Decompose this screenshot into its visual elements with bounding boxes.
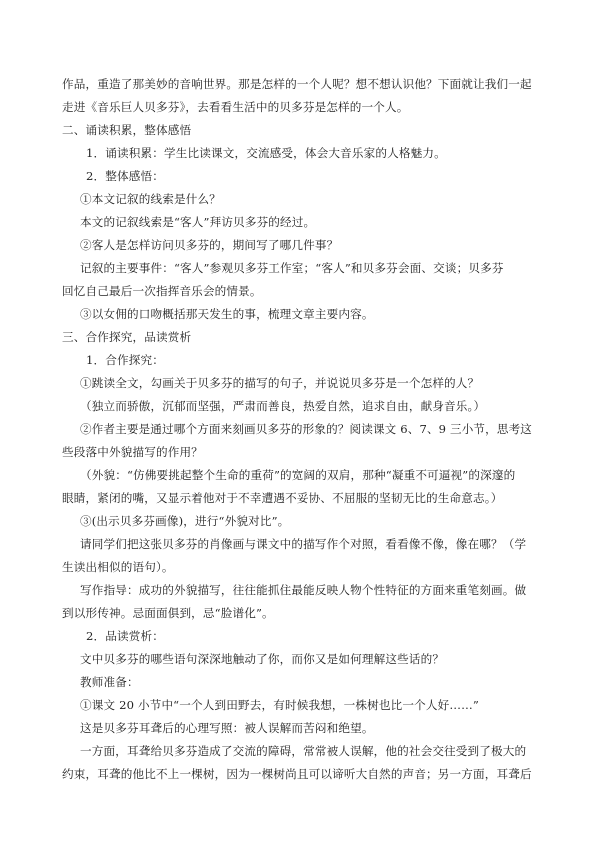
section-heading: 三、合作探究，品读赏析 (62, 330, 192, 344)
text-line: ③(出示贝多芬画像)，进行“外貌对比”。 (80, 514, 290, 528)
text-line: （独立而骄傲，沉郁而坚强，严肃而善良，热爱自然，追求自由，献身音乐。） (80, 399, 486, 413)
text-line: 作品，重造了那美妙的音响世界。那是怎样的一个人呢？想不想认识他？下面就让我们一起 (62, 77, 532, 91)
text-line: 眼睛，紧闭的嘴，又显示着他对于不幸遭遇不妥协、不屈服的坚韧无比的生命意志。） (62, 491, 503, 505)
text-line: ①本文记叙的线索是什么？ (80, 192, 221, 206)
text-line: 写作指导：成功的外貌描写，往往能抓住最能反映人物个性特征的方面来重笔刻画。做 (80, 583, 527, 597)
text-line: 教师准备： (80, 675, 139, 689)
text-line: 些段落中外貌描写的作用？ (62, 445, 203, 459)
text-line: 文中贝多芬的哪些语句深深地触动了你，而你又是如何理解这些话的？ (80, 652, 445, 666)
text-line: ②客人是怎样访问贝多芬的，期间写了哪几件事？ (80, 238, 339, 252)
text-line: （外貌：“仿佛要挑起整个生命的重荷”的宽阔的双肩，那种“凝重不可逼视”的深邃的 (80, 468, 516, 482)
text-line: 记叙的主要事件：“客人”参观贝多芬工作室；“客人”和贝多芬会面、交谈；贝多芬 (80, 261, 504, 275)
text-line: 1．诵读积累：学生比读课文，交流感受，体会大音乐家的人格魅力。 (86, 146, 446, 160)
text-line: 走进《音乐巨人贝多芬》，去看看生活中的贝多芬是怎样的一个人。 (62, 100, 409, 114)
text-line: ①课文 20 小节中“一个人到田野去，有时候我想，一株树也比一个人好……” (80, 698, 479, 712)
text-line: 生读出相似的语句）。 (62, 560, 174, 574)
text-line: 约束，耳聋的他比不上一棵树，因为一棵树尚且可以谛听大自然的声音；另一方面，耳聋后 (62, 767, 532, 781)
text-line: 请同学们把这张贝多芬的肖像画与课文中的描写作个对照，看看像不像，像在哪？（学 (80, 537, 527, 551)
text-line: ③以女佣的口吻概括那天发生的事，梳理文章主要内容。 (80, 307, 374, 321)
text-line: 回忆自己最后一次指挥音乐会的情景。 (62, 284, 262, 298)
text-line: ①跳读全文，勾画关于贝多芬的描写的句子，并说说贝多芬是一个怎样的人？ (80, 376, 480, 390)
text-line: ②作者主要是通过哪个方面来刻画贝多芬的形象的？阅读课文 6、7、9 三小节，思考这 (80, 422, 533, 436)
text-line: 2．品读赏析： (86, 629, 164, 643)
text-line: 2．整体感悟： (86, 169, 164, 183)
text-line: 本文的记叙线索是“客人”拜访贝多芬的经过。 (80, 215, 316, 229)
section-heading: 二、诵读积累，整体感悟 (62, 123, 192, 137)
text-line: 到以形传神。忌面面俱到，忌“脸谱化”。 (62, 606, 274, 620)
text-line: 一方面，耳聋给贝多芬造成了交流的障碍，常常被人误解，他的社会交往受到了极大的 (80, 744, 527, 758)
text-line: 这是贝多芬耳聋后的心理写照：被人误解而苦闷和绝望。 (80, 721, 374, 735)
text-line: 1．合作探究： (86, 353, 164, 367)
